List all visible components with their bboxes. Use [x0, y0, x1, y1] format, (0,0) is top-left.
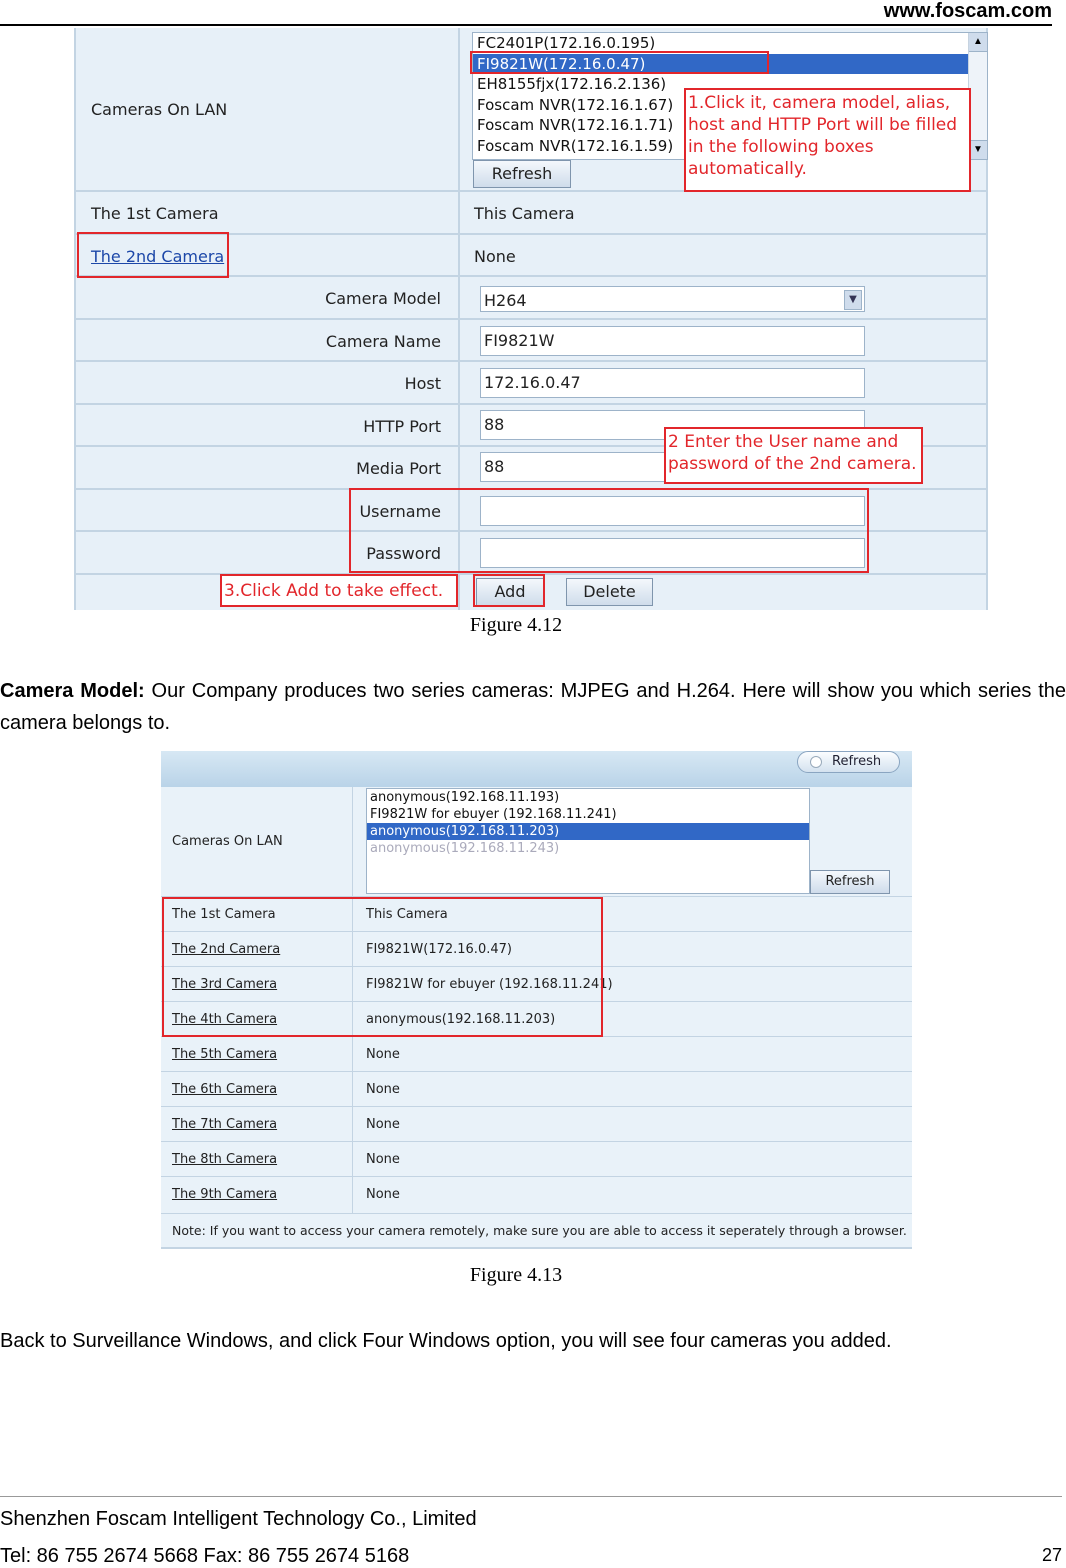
lan-list-item-selected[interactable]: FI9821W(172.16.0.47): [473, 54, 987, 75]
camera-row-link[interactable]: The 4th Camera: [172, 1012, 278, 1027]
lan-list-item-selected[interactable]: anonymous(192.168.11.203): [367, 823, 809, 840]
refresh-button[interactable]: Refresh: [473, 160, 571, 188]
lan-list-item[interactable]: anonymous(192.168.11.193): [370, 790, 560, 805]
four-windows-paragraph: Back to Surveillance Windows, and click Four Windows option, you will see four cameras you added.: [0, 1330, 892, 1352]
site-url[interactable]: www.foscam.com: [883, 0, 1052, 22]
footer-company: Shenzhen Foscam Intelligent Technology Co., Limited: [0, 1508, 477, 1530]
camera-row: [161, 1142, 912, 1177]
camera-row-link[interactable]: The 6th Camera: [172, 1082, 278, 1097]
scroll-up-icon[interactable]: ▲: [969, 33, 987, 52]
lan-camera-list[interactable]: [366, 788, 810, 894]
lan-list-item[interactable]: Foscam NVR(172.16.1.59): [477, 136, 674, 155]
camera-row-link[interactable]: The 9th Camera: [172, 1187, 278, 1202]
camera-model-term: Camera Model:: [0, 680, 145, 702]
header-rule: [0, 24, 1052, 26]
media-port-input[interactable]: 88: [480, 452, 865, 482]
footer-rule: [0, 1496, 1062, 1497]
second-camera-value: None: [474, 247, 516, 266]
camera-row-value: This Camera: [366, 907, 448, 922]
row-host: [76, 362, 986, 405]
camera-row: [161, 1107, 912, 1142]
highlight-second-camera: [77, 232, 229, 278]
lan-list-item[interactable]: Foscam NVR(172.16.1.71): [477, 116, 674, 134]
first-camera-label: The 1st Camera: [91, 204, 219, 223]
camera-row: [161, 1072, 912, 1107]
http-port-input[interactable]: 88: [480, 410, 865, 440]
figure-4-13: [161, 751, 912, 1249]
first-camera-value: This Camera: [474, 204, 575, 223]
second-camera-link[interactable]: The 2nd Camera: [91, 247, 225, 266]
camera-row-label: The 1st Camera: [172, 907, 276, 922]
note-step-1: 1.Click it, camera model, alias, host and HTTP Port will be filled in the following boxes automatically.: [684, 88, 971, 192]
footer-contact: Tel: 86 755 2674 5668 Fax: 86 755 2674 5168: [0, 1545, 410, 1567]
top-refresh-button[interactable]: [797, 751, 900, 773]
camera-model-select[interactable]: [480, 286, 865, 312]
highlight-added-cameras: [162, 897, 603, 1037]
camera-row-value: None: [366, 1152, 400, 1167]
camera-model-value: H264: [484, 291, 527, 310]
camera-row-value: None: [366, 1047, 400, 1062]
add-button[interactable]: Add: [476, 578, 544, 606]
cameras-on-lan-label: Cameras On LAN: [91, 100, 228, 119]
username-label: Username: [359, 502, 441, 521]
highlight-add-button: [473, 574, 545, 607]
lan-list-item[interactable]: EH8155fjx(172.16.2.136): [477, 75, 667, 93]
host-label: Host: [404, 374, 441, 393]
row-camera-model: [76, 277, 986, 320]
camera-row-link[interactable]: The 7th Camera: [172, 1117, 278, 1132]
delete-button[interactable]: Delete: [566, 578, 653, 606]
toolbar: [161, 751, 912, 787]
top-refresh-label: Refresh: [832, 754, 882, 769]
camera-model-paragraph: [0, 675, 1066, 739]
password-label: Password: [366, 544, 441, 563]
refresh-button[interactable]: Refresh: [810, 870, 890, 894]
camera-row-link[interactable]: The 3rd Camera: [172, 977, 278, 992]
camera-model-label: Camera Model: [325, 289, 441, 308]
highlight-credentials: [349, 488, 869, 573]
cameras-on-lan-label: Cameras On LAN: [172, 834, 283, 849]
lan-list-item[interactable]: FC2401P(172.16.0.195): [477, 34, 656, 52]
page-number: 27: [1041, 1545, 1062, 1565]
figure-4-13-caption: Figure 4.13: [469, 1264, 563, 1286]
lan-list-item[interactable]: FI9821W for ebuyer (192.168.11.241): [370, 807, 617, 822]
camera-row-value: None: [366, 1082, 400, 1097]
row-first-camera: [76, 192, 986, 235]
camera-row: [161, 1037, 912, 1072]
figure-4-12: [74, 28, 988, 610]
camera-row-value: FI9821W for ebuyer (192.168.11.241): [366, 977, 613, 992]
camera-row-link[interactable]: The 2nd Camera: [172, 942, 281, 957]
camera-row-value: FI9821W(172.16.0.47): [366, 942, 512, 957]
camera-name-input[interactable]: FI9821W: [480, 326, 865, 356]
note-step-2: 2 Enter the User name and password of the 2nd camera.: [664, 427, 923, 484]
chevron-down-icon[interactable]: ▼: [844, 290, 862, 310]
camera-row-link[interactable]: The 5th Camera: [172, 1047, 278, 1062]
row-camera-name: [76, 320, 986, 362]
scroll-down-icon[interactable]: ▼: [969, 140, 987, 159]
camera-model-text: Our Company produces two series cameras: MJPEG and H.264. Here will show you which series the camera belongs to.: [0, 680, 1066, 734]
refresh-icon: [810, 756, 822, 768]
note-step-3: 3.Click Add to take effect.: [220, 574, 458, 607]
camera-row-link[interactable]: The 8th Camera: [172, 1152, 278, 1167]
remote-access-note: Note: If you want to access your camera remotely, make sure you are able to access it seperately through a browser.: [172, 1223, 907, 1238]
camera-row: [161, 1177, 912, 1214]
note-row: [161, 1214, 912, 1249]
lan-list-item[interactable]: Foscam NVR(172.16.1.67): [477, 95, 674, 114]
camera-row-value: anonymous(192.168.11.203): [366, 1012, 556, 1027]
media-port-label: Media Port: [356, 459, 441, 478]
camera-name-label: Camera Name: [325, 332, 441, 351]
host-input[interactable]: 172.16.0.47: [480, 368, 865, 398]
camera-row-value: None: [366, 1187, 400, 1202]
lan-list-item[interactable]: anonymous(192.168.11.243): [370, 841, 560, 856]
figure-4-12-caption: Figure 4.12: [469, 614, 563, 636]
camera-row-value: None: [366, 1117, 400, 1132]
highlight-selected-camera: [470, 51, 769, 74]
http-port-label: HTTP Port: [363, 417, 441, 436]
